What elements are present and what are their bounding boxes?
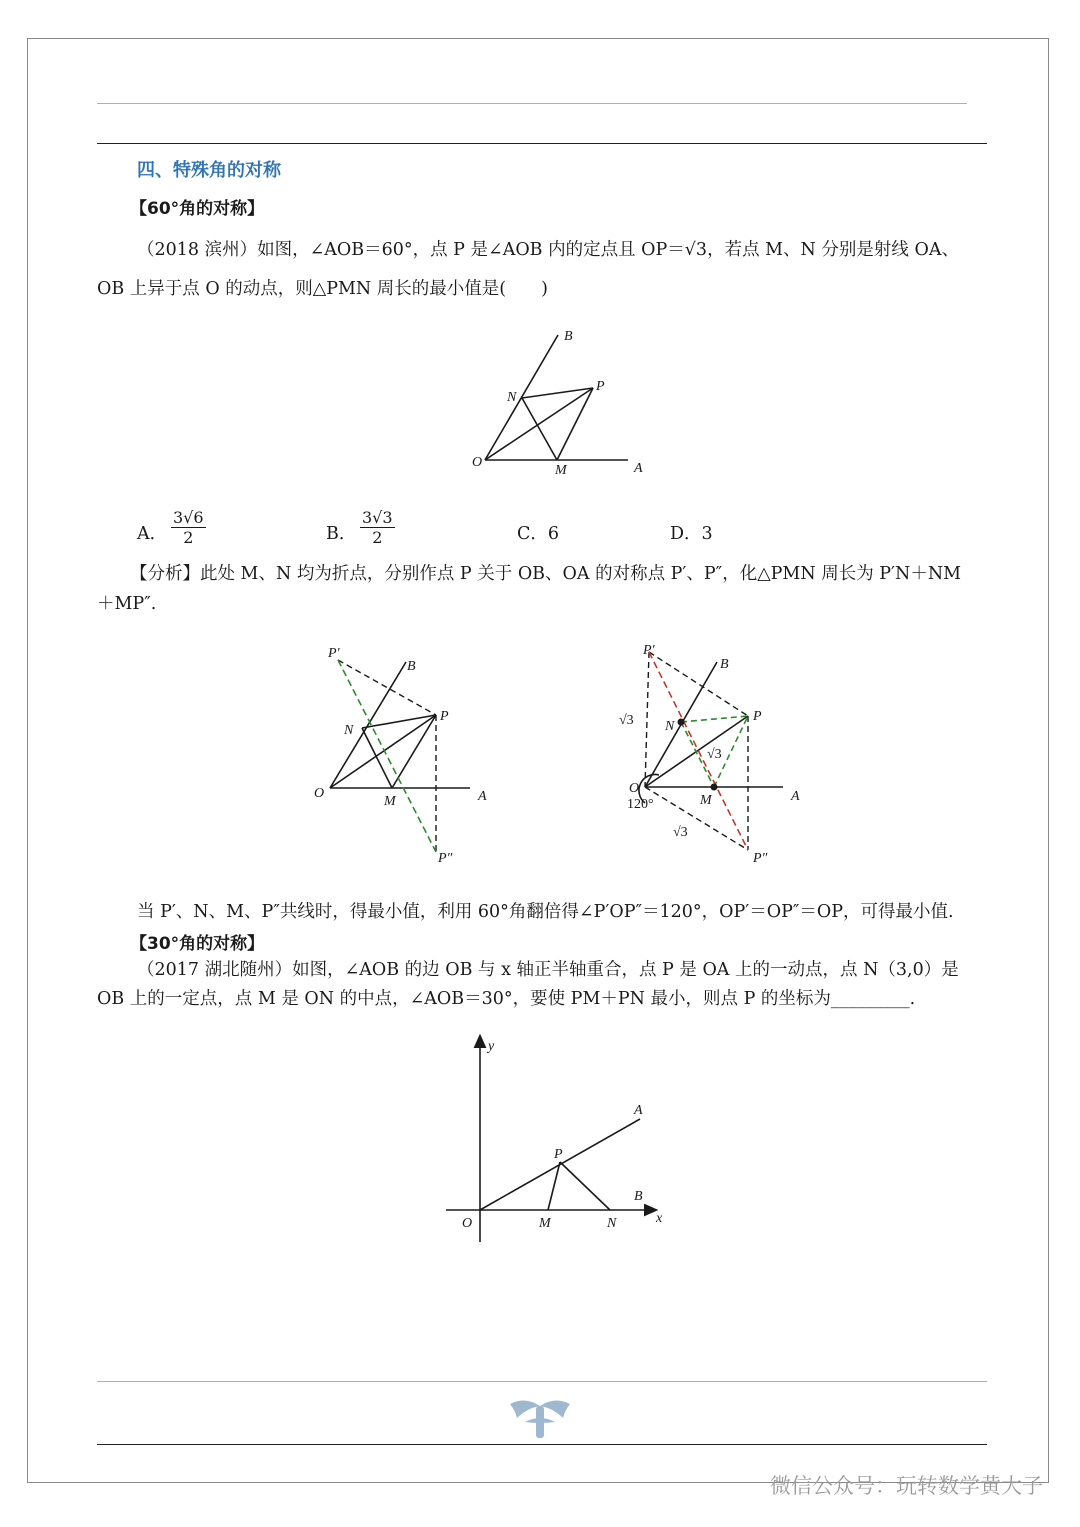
label-angle-120: 120° xyxy=(627,797,654,812)
figure-2 xyxy=(310,640,500,870)
label-y: y xyxy=(488,1039,495,1054)
option-c-text: C．6 xyxy=(517,524,560,544)
label-b: B xyxy=(634,1189,643,1204)
label-a: A xyxy=(634,461,643,476)
label-n: N xyxy=(507,390,517,405)
green-line-p1-p2 xyxy=(338,660,436,852)
label-a: A xyxy=(791,789,800,804)
section-heading: 四、特殊角的对称 xyxy=(137,160,281,181)
problem1-line2: OB 上异于点 O 的动点，则△PMN 周长的最小值是( ) xyxy=(97,279,548,299)
option-b-denominator: 2 xyxy=(372,528,383,547)
figure-1 xyxy=(460,320,660,485)
option-b-numerator: 3√3 xyxy=(362,508,393,527)
dash-p1-p xyxy=(649,652,748,716)
label-p1: P′ xyxy=(643,643,655,658)
segment-mp xyxy=(392,715,436,788)
option-a-numerator: 3√6 xyxy=(173,508,204,527)
label-sqrt3-left: √3 xyxy=(619,713,634,728)
label-m: M xyxy=(539,1216,551,1231)
label-o: O xyxy=(629,781,640,796)
label-m: M xyxy=(555,463,567,478)
ray-ob xyxy=(330,662,406,788)
dash-o-p1 xyxy=(645,652,649,787)
footer-rule-bottom xyxy=(97,1444,987,1445)
dash-o-p2 xyxy=(645,787,748,850)
green-np xyxy=(681,716,748,722)
segment-nm xyxy=(522,398,557,460)
option-d-text: D．3 xyxy=(670,524,713,544)
label-m: M xyxy=(384,794,396,809)
option-b-label: B． xyxy=(326,524,357,544)
option-a-fraction xyxy=(171,508,206,547)
label-sqrt3-bottom: √3 xyxy=(673,825,688,840)
label-o: O xyxy=(462,1216,473,1231)
label-m: M xyxy=(700,793,712,808)
label-n: N xyxy=(344,723,354,738)
label-o: O xyxy=(472,455,483,470)
segment-np xyxy=(522,388,593,398)
segment-pn xyxy=(560,1162,610,1210)
figure-3 xyxy=(615,640,815,870)
label-n: N xyxy=(607,1216,617,1231)
segment-op xyxy=(485,388,593,460)
figure-4 xyxy=(440,1030,680,1250)
footer-rule-top xyxy=(97,1381,987,1382)
segment-pm xyxy=(548,1162,560,1210)
label-b: B xyxy=(720,657,729,672)
label-p: P xyxy=(440,709,449,724)
label-sqrt3-mid: √3 xyxy=(707,747,722,762)
problem2-line2: OB 上的一定点，点 M 是 ON 的中点，∠AOB＝30°，要使 PM＋PN 最小，则点 P 的坐标为_________. xyxy=(97,989,916,1009)
problem1-line1: （2018 滨州）如图，∠AOB＝60°，点 P 是∠AOB 内的定点且 OP＝√3，若点 M、N 分别是射线 OA、 xyxy=(137,240,959,260)
dash-p-p1 xyxy=(338,660,436,715)
label-p1: P′ xyxy=(328,646,340,661)
segment-mp xyxy=(557,388,593,460)
header-rule-top xyxy=(97,103,967,104)
point-m xyxy=(711,784,718,791)
conclusion-text: 当 P′、N、M、P″共线时，得最小值，利用 60°角翻倍得∠P′OP″＝120°，OP′＝OP″＝OP，可得最小值. xyxy=(137,902,954,922)
point-n xyxy=(678,719,685,726)
label-a: A xyxy=(478,789,487,804)
analysis-line2: ＋MP″. xyxy=(97,594,157,614)
label-p2: P″ xyxy=(753,851,768,866)
subheading-30: 【30°角的对称】 xyxy=(130,934,265,954)
label-a: A xyxy=(634,1103,643,1118)
option-b-fraction xyxy=(360,508,395,547)
label-b: B xyxy=(564,329,573,344)
subheading-60: 【60°角的对称】 xyxy=(130,199,265,219)
label-x: x xyxy=(656,1211,663,1226)
header-rule-bottom xyxy=(97,143,987,144)
label-b: B xyxy=(407,659,416,674)
label-p: P xyxy=(596,379,605,394)
option-a-label: A． xyxy=(137,524,168,544)
option-a-denominator: 2 xyxy=(183,528,194,547)
problem2-line1: （2017 湖北随州）如图，∠AOB 的边 OB 与 x 轴正半轴重合，点 P 是 OA 上的一动点，点 N（3,0）是 xyxy=(137,960,959,980)
label-o: O xyxy=(314,786,325,801)
label-p: P xyxy=(554,1147,563,1162)
label-p2: P″ xyxy=(438,851,453,866)
label-p: P xyxy=(753,709,762,724)
watermark: 微信公众号：玩转数学黄大子 xyxy=(770,1474,1043,1498)
label-n: N xyxy=(665,719,675,734)
footer-logo-icon xyxy=(505,1396,575,1442)
analysis-line1: 【分析】此处 M、N 均为折点，分别作点 P 关于 OB、OA 的对称点 P′、P″，化△PMN 周长为 P′N＋NM xyxy=(130,564,962,584)
segment-nm xyxy=(362,728,392,788)
